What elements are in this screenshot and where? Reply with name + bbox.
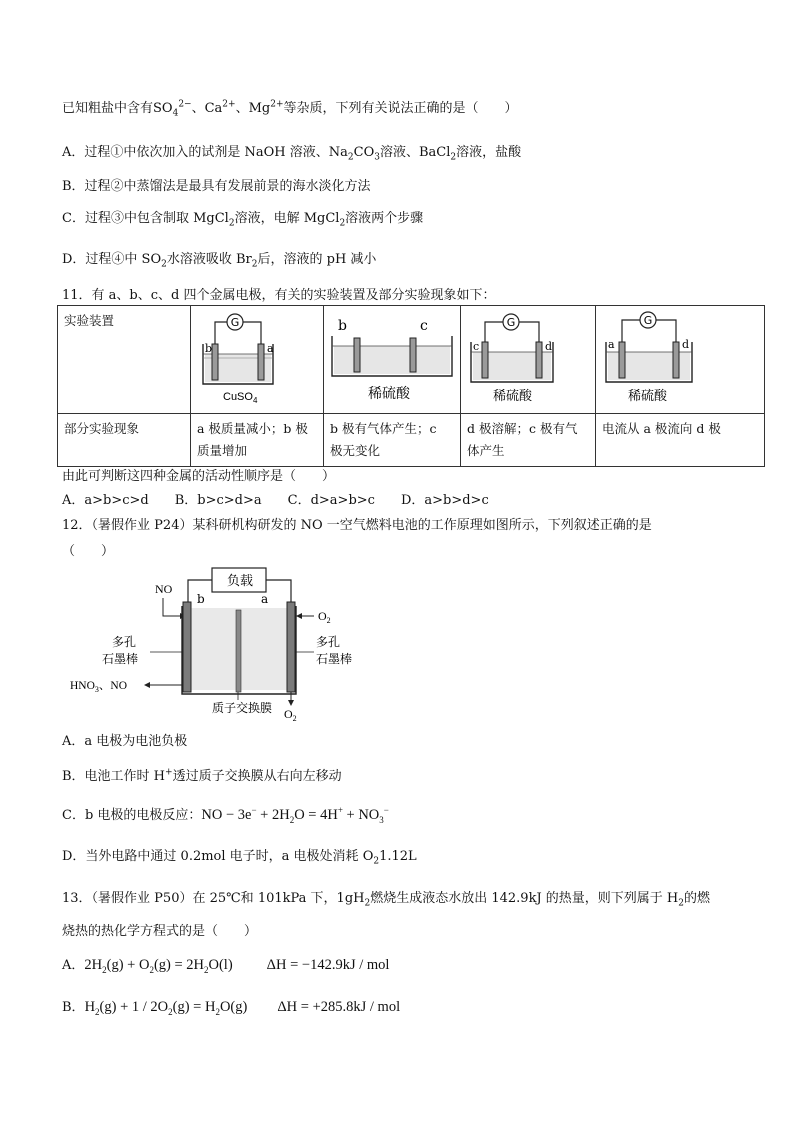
solution — [334, 346, 450, 374]
galvanometer-label: G — [230, 316, 240, 329]
q12-option-a: A．a 电极为电池负极 — [62, 734, 188, 749]
q11-experiment-table — [57, 305, 765, 467]
o2-inlet-label: $O_2$ — [318, 609, 331, 625]
q10-option-b: B．过程②中蒸馏法是最具有发展前景的海水淡化方法 — [62, 179, 371, 194]
q11-conclusion: 由此可判断这四种金属的活动性顺序是（ ） — [62, 469, 336, 484]
setup-1-diagram — [191, 306, 323, 406]
q13-stem-line2: 烧热的热化学方程式的是（ ） — [62, 924, 258, 939]
right-rod-label: 多孔 — [316, 635, 341, 649]
q13-option-b: B．$H_2(g) + 1 / 2O_2(g) = H_2O(g) \Delta H = +285.8kJ$ / mol — [62, 999, 401, 1017]
electrode-d — [673, 342, 679, 378]
electrode-c — [410, 338, 416, 372]
electrode-b-label: b — [197, 592, 205, 606]
setup-3-cell — [461, 306, 596, 414]
q10-option-c: C．过程③中包含制取 MgCl$_2$溶液，电解 MgCl$_2$溶液两个步骤 — [62, 211, 424, 229]
setup-3-diagram — [461, 306, 595, 406]
left-rod-label: 多孔 — [112, 635, 137, 649]
left-rod-label: 石墨棒 — [102, 652, 139, 666]
electrode-c — [482, 342, 488, 378]
phenomenon-1: a 极质量减小；b 极 质量增加 — [191, 414, 324, 467]
electrode-label: d — [682, 338, 690, 351]
fuel-cell-diagram — [62, 566, 372, 721]
q12-option-d: D．当外电路中通过 0.2mol 电子时，a 电极处消耗 $O_21.12L$ — [62, 849, 417, 867]
electrode-a — [619, 342, 625, 378]
setup-1-cell — [191, 306, 324, 414]
membrane-label: 质子交换膜 — [212, 701, 273, 715]
q12-option-b: B．电池工作时 H+透过质子交换膜从右向左移动 — [62, 767, 342, 784]
electrode-label: d — [545, 340, 553, 353]
right-rod-label: 石墨棒 — [316, 652, 353, 666]
electrode-b — [354, 338, 360, 372]
electrode-d — [536, 342, 542, 378]
electrode-b — [212, 344, 218, 380]
q12-option-c: C．b 电极的电极反应：NO − $3e^- + 2H_2O = 4H^+ + NO_3^-$ — [62, 805, 389, 825]
solution-label: 稀硫酸 — [628, 389, 668, 404]
phenomenon-2: b 极有气体产生；c 极无变化 — [324, 414, 461, 467]
setup-4-diagram — [596, 306, 756, 406]
electrode-label: b — [205, 342, 213, 355]
q11-stem: 11．有 a、b、c、d 四个金属电极，有关的实验装置及部分实验现象如下： — [62, 288, 496, 303]
setup-2-cell — [324, 306, 461, 414]
proton-exchange-membrane — [236, 610, 241, 692]
outlet-left-label: $HNO_3$、NO — [70, 680, 128, 694]
galvanometer-label: G — [643, 314, 653, 327]
porous-graphite-a — [287, 602, 295, 692]
q10-option-d: D．过程④中 $SO_2$水溶液吸收 $Br_2$后，溶液的 pH 减小 — [62, 252, 377, 270]
setup-2-diagram — [324, 306, 460, 406]
electrode-a — [258, 344, 264, 380]
q13-option-a: A．$2H_2(g) + O_2(g) = 2H_2O(l) \Delta H = -142.9kJ$ / mol — [62, 957, 390, 975]
porous-graphite-b — [183, 602, 191, 692]
electrode-label: b — [338, 318, 347, 334]
electrode-label: c — [420, 318, 428, 334]
table-row-label: 部分实验现象 — [58, 414, 191, 467]
q13-stem: 13．（暑假作业 P50）在 25℃和 101kPa 下，$1gH_2$燃烧生成液态水放出 142.9kJ 的热量，则下列属于 $H_2$的燃 — [62, 891, 711, 909]
electrode-label: c — [473, 340, 480, 353]
phenomenon-3: d 极溶解；c 极有气 体产生 — [461, 414, 596, 467]
electrode-a-label: a — [261, 592, 269, 606]
q10-option-a: A．过程①中依次加入的试剂是 NaOH 溶液、$Na_2CO_3$溶液、BaCl$_2$溶液，盐酸 — [62, 145, 522, 163]
q12-stem: 12．（暑假作业 P24）某科研机构研发的 NO 一空气燃料电池的工作原理如图所示，下列叙述正确的是 — [62, 518, 652, 533]
solution-label: 稀硫酸 — [368, 386, 410, 402]
load-label: 负载 — [227, 574, 254, 589]
q10-stem: 已知粗盐中含有$SO_4^{2-}$、$Ca^{2+}$、$Mg^{2+}$等杂质，下列有关说法正确的是（ ） — [62, 99, 518, 119]
table-row-label: 实验装置 — [58, 306, 191, 414]
solution-label: 稀硫酸 — [493, 389, 533, 404]
phenomenon-4: 电流从 a 极流向 d 极 — [596, 414, 765, 467]
solution-label: CuSO$_4$ — [223, 391, 258, 405]
no-inlet-label: NO — [155, 582, 173, 596]
electrode-label: a — [608, 338, 615, 351]
galvanometer-label: G — [506, 316, 516, 329]
q11-options: A．a>b>c>d B．b>c>d>a C．d>a>b>c D．a>b>d>c — [62, 493, 489, 508]
setup-4-cell — [596, 306, 765, 414]
q12-stem-paren: （ ） — [62, 544, 115, 559]
o2-outlet-label: $O_2$ — [284, 707, 297, 721]
electrode-label: a — [267, 342, 274, 355]
